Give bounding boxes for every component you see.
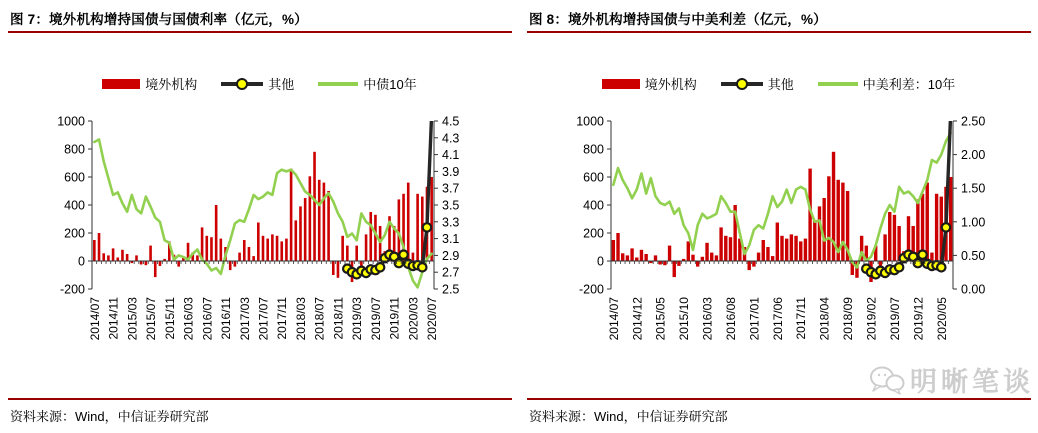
svg-text:2016/08: 2016/08 <box>723 297 738 341</box>
svg-text:200: 200 <box>583 226 604 241</box>
svg-text:2.50: 2.50 <box>961 114 986 129</box>
svg-text:400: 400 <box>64 198 85 213</box>
legend-label: 境外机构 <box>644 77 697 92</box>
svg-text:2020/07: 2020/07 <box>425 297 440 341</box>
svg-text:2.5: 2.5 <box>442 282 460 297</box>
svg-text:2016/03: 2016/03 <box>181 297 196 341</box>
svg-text:2017/11: 2017/11 <box>275 297 290 340</box>
svg-text:3.1: 3.1 <box>442 232 460 247</box>
svg-text:800: 800 <box>583 142 604 157</box>
legend-label: 其他 <box>268 77 295 92</box>
svg-text:2018/07: 2018/07 <box>312 297 327 341</box>
svg-text:200: 200 <box>64 226 85 241</box>
svg-text:600: 600 <box>583 170 604 185</box>
svg-text:2020/03: 2020/03 <box>406 297 421 341</box>
legend-label: 中美利差：10年 <box>862 77 956 92</box>
legend-label: 其他 <box>767 77 794 92</box>
legend-label: 中债10年 <box>363 77 417 92</box>
svg-text:2.00: 2.00 <box>961 148 986 163</box>
svg-text:2019/11: 2019/11 <box>387 297 402 340</box>
svg-text:2.7: 2.7 <box>442 265 460 280</box>
figure8-panel <box>519 0 1038 433</box>
svg-text:0.50: 0.50 <box>961 248 986 263</box>
svg-text:2015/05: 2015/05 <box>653 297 668 341</box>
svg-text:2015/03: 2015/03 <box>125 297 140 341</box>
svg-text:1.50: 1.50 <box>961 181 986 196</box>
svg-text:400: 400 <box>583 198 604 213</box>
svg-text:1.00: 1.00 <box>961 215 986 230</box>
svg-text:3.7: 3.7 <box>442 181 460 196</box>
svg-text:2014/07: 2014/07 <box>87 297 102 341</box>
svg-text:0.00: 0.00 <box>961 282 986 297</box>
svg-text:2016/07: 2016/07 <box>200 297 215 341</box>
watermark-text: 明晰笔谈 <box>910 367 1034 397</box>
svg-text:2014/07: 2014/07 <box>606 297 621 341</box>
svg-text:3.3: 3.3 <box>442 215 460 230</box>
svg-text:0: 0 <box>78 254 85 269</box>
svg-text:2019/02: 2019/02 <box>864 297 879 341</box>
figure8-title: 图 8：境外机构增持国债与中美利差（亿元，%） <box>529 12 827 27</box>
legend-label: 境外机构 <box>145 77 198 92</box>
figure8-source-text: 资料来源：Wind，中信证券研究部 <box>529 409 728 424</box>
figure8-chart <box>519 0 1038 400</box>
svg-text:2018/09: 2018/09 <box>841 297 856 341</box>
svg-text:800: 800 <box>64 142 85 157</box>
svg-text:-200: -200 <box>59 282 85 297</box>
svg-text:4.3: 4.3 <box>442 131 460 146</box>
svg-text:2017/11: 2017/11 <box>794 297 809 340</box>
figure7-chart <box>0 0 519 400</box>
figure7-title: 图 7：境外机构增持国债与国债利率（亿元，%） <box>10 12 308 27</box>
svg-text:600: 600 <box>64 170 85 185</box>
svg-text:1000: 1000 <box>57 114 85 129</box>
figure7-source-rule <box>8 398 512 400</box>
svg-text:2017/06: 2017/06 <box>770 297 785 341</box>
svg-text:2015/07: 2015/07 <box>144 297 159 341</box>
svg-text:2017/01: 2017/01 <box>747 297 762 341</box>
svg-text:1000: 1000 <box>576 114 604 129</box>
svg-text:2016/03: 2016/03 <box>700 297 715 341</box>
svg-text:-200: -200 <box>578 282 604 297</box>
svg-text:2014/11: 2014/11 <box>106 297 121 340</box>
wechat-icon <box>869 365 905 395</box>
watermark <box>869 360 1034 399</box>
svg-text:2015/11: 2015/11 <box>162 297 177 340</box>
figure7-source-text: 资料来源：Wind，中信证券研究部 <box>10 409 209 424</box>
svg-text:2020/05: 2020/05 <box>934 297 949 341</box>
svg-text:2018/04: 2018/04 <box>817 297 832 341</box>
svg-text:2014/12: 2014/12 <box>630 297 645 341</box>
svg-text:2017/03: 2017/03 <box>237 297 252 341</box>
svg-text:4.5: 4.5 <box>442 114 460 129</box>
svg-text:2019/07: 2019/07 <box>368 297 383 341</box>
svg-text:4.1: 4.1 <box>442 148 460 163</box>
svg-text:3.9: 3.9 <box>442 164 460 179</box>
svg-text:2016/11: 2016/11 <box>219 297 234 340</box>
svg-text:2015/10: 2015/10 <box>677 297 692 341</box>
svg-text:2.9: 2.9 <box>442 248 460 263</box>
svg-text:2018/11: 2018/11 <box>331 297 346 340</box>
svg-text:3.5: 3.5 <box>442 198 460 213</box>
svg-text:2019/12: 2019/12 <box>911 297 926 341</box>
svg-text:0: 0 <box>597 254 604 269</box>
svg-text:2019/07: 2019/07 <box>887 297 902 341</box>
svg-text:2017/07: 2017/07 <box>256 297 271 341</box>
svg-text:2018/03: 2018/03 <box>293 297 308 341</box>
svg-text:2019/03: 2019/03 <box>350 297 365 341</box>
